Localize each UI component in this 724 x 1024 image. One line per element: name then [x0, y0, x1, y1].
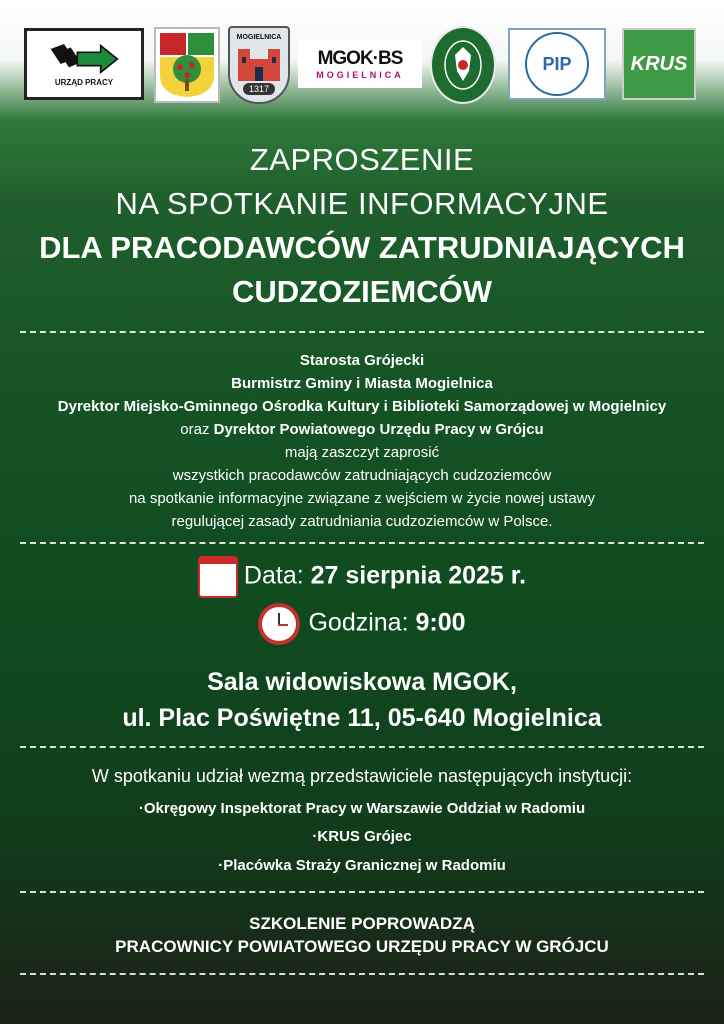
- institution-item: ·KRUS Grójec: [312, 828, 412, 845]
- mgok-logo: [298, 40, 422, 88]
- invite-line-starosta: Starosta Grójecki: [299, 352, 425, 369]
- invite-line-dyrektor-mgok: Dyrektor Miejsko-Gminnego Ośrodka Kultury i Biblioteki Samorządowej w Mogielnicy: [57, 398, 667, 415]
- separator: [20, 331, 704, 333]
- separator: [20, 746, 704, 748]
- urzad-pracy-logo: [24, 28, 144, 100]
- pip-logo-text: PIP: [542, 53, 572, 74]
- invite-line-5: mają zaszczyt zaprosić: [284, 444, 440, 461]
- training-line-2: PRACOWNICY POWIATOWEGO URZĘDU PRACY W GRÓJCU: [115, 937, 609, 956]
- invite-dyrektor-pup: Dyrektor Powiatowego Urzędu Pracy w Grójcu: [213, 421, 544, 438]
- institution-item: ·Placówka Straży Granicznej w Radomiu: [218, 857, 506, 874]
- urzad-pracy-label: URZĄD PRACY: [54, 77, 114, 87]
- invitation-text: [0, 349, 724, 533]
- separator: [20, 973, 704, 975]
- place-line-2: ul. Plac Poświętne 11, 05-640 Mogielnica: [122, 704, 602, 732]
- logo-bar: [20, 24, 704, 108]
- invite-line-7: na spotkanie informacyjne związane z wejściem w życie nowej ustawy: [128, 490, 596, 507]
- date-value: 27 sierpnia 2025 r.: [310, 561, 527, 590]
- mogielnica-crest-name: MOGIELNICA: [236, 33, 282, 41]
- krus-logo-text: KRUS: [630, 52, 688, 75]
- mogielnica-crest: [228, 26, 290, 104]
- invite-line-8: regulującej zasady zatrudniania cudzoziemców w Polsce.: [171, 513, 553, 530]
- castle-icon: [236, 41, 282, 83]
- grojec-county-crest: [154, 27, 220, 103]
- event-place: [0, 664, 724, 736]
- title-line-1: ZAPROSZENIE: [249, 142, 475, 177]
- invite-line-dyrektor-pup: [0, 418, 724, 441]
- pip-circle: [525, 32, 589, 96]
- place-line-1: Sala widowiskowa MGOK,: [207, 668, 517, 696]
- date-label: Data:: [243, 561, 311, 590]
- tree-crest-icon: [158, 31, 216, 99]
- time-label: Godzina:: [308, 608, 416, 637]
- event-date: [0, 556, 724, 598]
- mgok-logo-subtext: MOGIELNICA: [316, 70, 404, 80]
- invite-line-6: wszystkich pracodawców zatrudniających cudzoziemców: [172, 467, 552, 484]
- training-line-1: SZKOLENIE POPROWADZĄ: [249, 914, 475, 933]
- title-line-3: DLA PRACODAWCÓW ZATRUDNIAJĄCYCH: [39, 230, 685, 265]
- event-time: [0, 603, 724, 645]
- border-guard-emblem: [430, 26, 496, 104]
- separator: [20, 891, 704, 893]
- clock-icon: [258, 603, 300, 645]
- separator: [20, 542, 704, 544]
- krus-logo: [622, 28, 696, 100]
- time-value: 9:00: [415, 608, 466, 637]
- invite-line-burmistrz: Burmistrz Gminy i Miasta Mogielnica: [231, 375, 493, 392]
- calendar-icon: [198, 556, 238, 598]
- mogielnica-crest-year: 1317: [243, 83, 275, 95]
- arrow-logo-icon: [49, 42, 119, 76]
- mgok-logo-text: MGOK·BS: [317, 48, 403, 69]
- border-guard-emblem-icon: [441, 37, 485, 93]
- pip-logo: [508, 28, 606, 100]
- title-line-2: NA SPOTKANIE INFORMACYJNE: [115, 186, 609, 221]
- participants-intro: W spotkaniu udział wezmą przedstawiciele następujących instytucji:: [91, 766, 633, 786]
- institution-item: ·Okręgowy Inspektorat Pracy w Warszawie Oddział w Radomiu: [138, 800, 586, 817]
- training-note: [0, 912, 724, 958]
- title-line-4: CUDZOZIEMCÓW: [231, 274, 493, 309]
- invite-oraz: oraz: [180, 421, 214, 438]
